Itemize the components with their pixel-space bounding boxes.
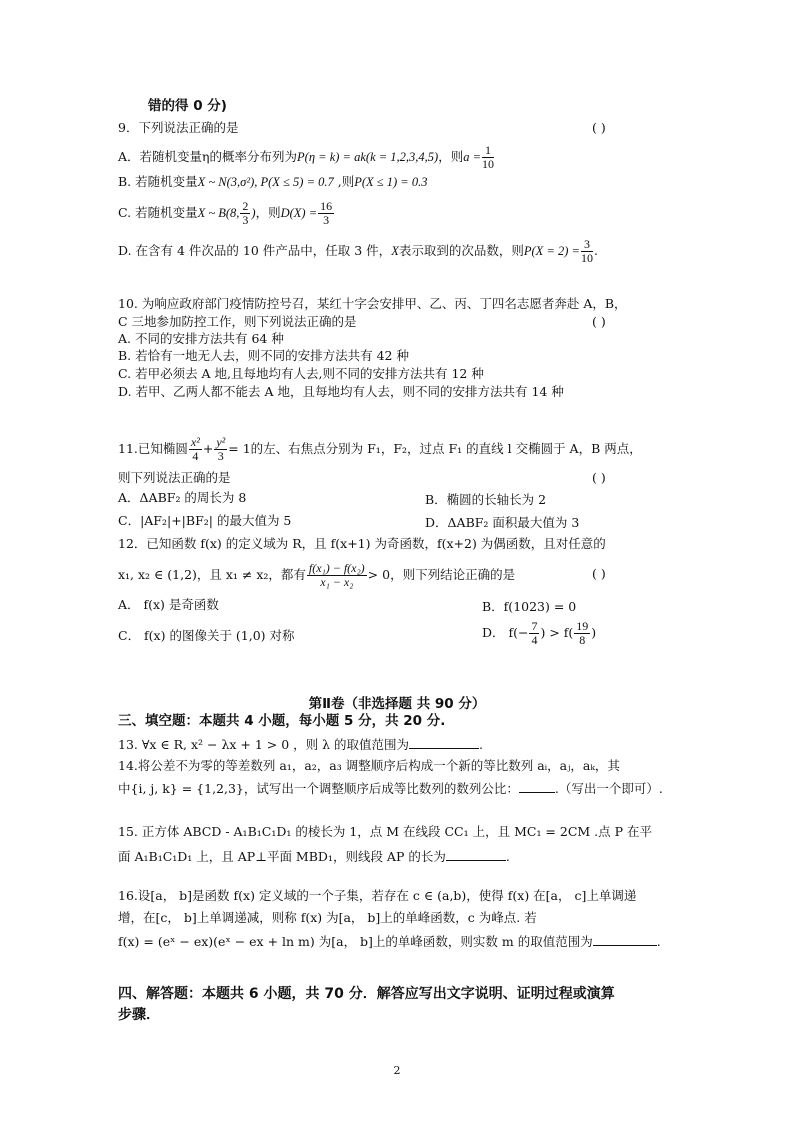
- q14-line2-post: .（写出一个即可）.: [554, 781, 663, 796]
- q9-b-formula: X ~ N(3,σ²), P(X ≤ 5) = 0.7: [197, 175, 334, 189]
- q12-option-b: B．f(1023) = 0: [482, 599, 577, 614]
- q11-option-a: A．ΔABF₂ 的周长为 8: [118, 490, 247, 505]
- q9-option-a: [118, 144, 678, 171]
- q16-line3: [118, 933, 678, 950]
- q9-option-c: [118, 200, 678, 227]
- q12-line2-post: > 0，则下列结论正确的是: [367, 567, 516, 582]
- q11-line2: 则下列说法正确的是: [118, 470, 231, 485]
- q9-c-fraction: $\frac{2}{3}$: [242, 199, 249, 227]
- q12-d-pre: D． f(−: [482, 625, 529, 640]
- q9-c-close: ): [251, 206, 256, 220]
- q14-line2: [118, 780, 678, 797]
- q12-line1: 12．已知函数 f(x) 的定义域为 R，且 f(x+1) 为奇函数，f(x+2) 为偶函数，且对任意的: [118, 536, 606, 551]
- q15-line2-post: .: [505, 849, 510, 864]
- q11-y-fraction: $\frac{\text{y²}}{3}$: [216, 435, 226, 463]
- q11-line1: 11.已知椭圆 $\frac{\text{x²}}{4}$ + $\frac{\text{y²}}{3}$ = 1的左、右焦点分别为 F₁，F₂，过点 F₁ 的直线 l 交椭圆于 A，B 两点，: [118, 435, 642, 463]
- q9-c-fraction2: $\frac{16}{3}$: [320, 199, 333, 227]
- q10-option-b: B. 若恰有一地无人去，则不同的安排方法共有 42 种: [118, 348, 409, 363]
- q9-option-d: [118, 238, 678, 265]
- q11-pre: 11.已知椭圆: [118, 441, 188, 456]
- q14-line1: 14.将公差不为零的等差数列 a₁，a₂，a₃ 调整顺序后构成一个新的等比数列 aᵢ，aⱼ，aₖ，其: [118, 758, 620, 773]
- q13-text: 13. ∀x ∈ R, x² − λx + 1 > 0 ，则 λ 的取值范围为: [118, 737, 410, 752]
- q14-answer-blank[interactable]: [519, 780, 555, 793]
- q13-answer-blank[interactable]: [409, 736, 479, 749]
- q9-a-mid: ，则: [438, 149, 464, 164]
- q9-a-lhs: a =: [463, 150, 482, 164]
- q15-line2-pre: 面 A₁B₁C₁D₁ 上，且 AP⊥平面 MBD₁，则线段 AP 的长为: [118, 849, 446, 864]
- q11-x-fraction: $\frac{\text{x²}}{4}$: [190, 435, 200, 463]
- q9-d-end: .: [593, 243, 598, 258]
- section-4-title-cont: 步骤．: [118, 1007, 160, 1023]
- q12-d-end: ): [591, 625, 597, 640]
- q15-line1: 15. 正方体 ABCD - A₁B₁C₁D₁ 的棱长为 1，点 M 在线段 CC₁ 上，且 MC₁ = 2CM .点 P 在平: [118, 824, 652, 839]
- q16-line2: 增，在[c， b]上单调递减，则称 f(x) 为[a， b]上的单峰函数，c 为峰点. 若: [118, 910, 537, 925]
- q9-c-text: C. 若随机变量: [118, 205, 198, 220]
- q15-answer-blank[interactable]: [446, 848, 506, 861]
- q9-c-lhs: D(X) =: [280, 206, 318, 220]
- q11-option-c: C．|AF₂|+|BF₂| 的最大值为 5: [118, 513, 292, 528]
- q11-paren: ( ): [592, 470, 606, 485]
- section-4-title: 四、解答题：本题共 6 小题，共 70 分．解答应写出文字说明、证明过程或演算: [118, 986, 615, 1002]
- q9-b-text: B. 若随机变量: [118, 174, 198, 189]
- q11-eq: = 1: [228, 441, 251, 456]
- q12-line2-pre: x₁, x₂ ∈ (1,2)，且 x₁ ≠ x₂，都有: [118, 567, 306, 582]
- q12-option-c: C． f(x) 的图像关于 (1,0) 对称: [118, 628, 295, 643]
- q16-line1: 16.设[a， b]是函数 f(x) 定义域的一个子集，若存在 c ∈ (a,b)，使得 f(x) 在[a， c]上单调递: [118, 888, 637, 903]
- q9-d-text2: 表示取到的次品数，则: [398, 243, 524, 258]
- q9-paren: ( ): [592, 120, 606, 135]
- q12-d-fraction1: $\frac{7}{4}$: [531, 619, 538, 647]
- q8-tail: 错的得 0 分): [148, 98, 227, 114]
- q9-b-formula2: P(X ≤ 1) = 0.3: [354, 175, 428, 189]
- q11-option-b: B．椭圆的长轴长为 2: [425, 492, 547, 507]
- q9-b-mid: ,则: [333, 174, 355, 189]
- q12-fraction: $\frac{\text{f(x₁) − f(x₂)}}{\text{x₁ − x₂}}$: [308, 561, 365, 589]
- q14-line2-pre: 中{i, j, k} = {1,2,3}，试写出一个调整顺序后成等比数列的数列公比：: [118, 781, 519, 796]
- q11-rest: 的左、右焦点分别为 F₁，F₂，过点 F₁ 的直线 l 交椭圆于 A，B 两点，: [250, 441, 642, 456]
- q12-paren: ( ): [592, 566, 606, 581]
- q9-d-fraction: $\frac{3}{10}$: [580, 237, 593, 265]
- q12-d-fraction2: $\frac{19}{8}$: [576, 619, 589, 647]
- q10-line2: C 三地参加防控工作，则下列说法正确的是: [118, 314, 357, 329]
- q16-answer-blank[interactable]: [593, 933, 657, 946]
- q16-line3-pre: f(x) = (eˣ − ex)(eˣ − ex + ln m) 为[a， b]上的单峰函数，则实数 m 的取值范围为: [118, 934, 593, 949]
- q9-d-lhs: P(X = 2) =: [523, 244, 580, 258]
- q13-end: .: [479, 737, 484, 752]
- q13: [118, 736, 678, 753]
- q15-line2: [118, 848, 678, 865]
- q10-option-a: A. 不同的安排方法共有 64 种: [118, 331, 284, 346]
- q9-d-x: X: [391, 244, 399, 258]
- q9-a-text: A．若随机变量η的概率分布列为: [118, 149, 298, 164]
- q10-line1: 10. 为响应政府部门疫情防控号召，某红十字会安排甲、乙、丙、丁四名志愿者奔赴 A，B，: [118, 296, 627, 311]
- section-3-title: 三、填空题：本题共 4 小题，每小题 5 分，共 20 分.: [118, 713, 446, 729]
- q12-option-d: [482, 620, 596, 647]
- q16-line3-post: .: [656, 934, 661, 949]
- q9-a-formula: P(η = k) = ak(k = 1,2,3,4,5): [297, 150, 439, 164]
- q10-paren: ( ): [592, 314, 606, 329]
- q12-d-mid: ) > f(: [540, 625, 574, 640]
- q12-option-a: A． f(x) 是奇函数: [118, 597, 219, 612]
- q9-option-b: [118, 174, 678, 190]
- q10-option-d: D. 若甲、乙两人都不能去 A 地，且每地均有人去，则不同的安排方法共有 14 种: [118, 384, 564, 399]
- q11-option-d: D．ΔABF₂ 面积最大值为 3: [425, 515, 580, 530]
- page-number: 2: [393, 1064, 401, 1077]
- section-2-title: 第Ⅱ卷（非选择题 共 90 分）: [308, 696, 486, 712]
- q9-c-mid: ，则: [255, 205, 281, 220]
- q10-option-c: C. 若甲必须去 A 地,且每地均有人去,则不同的安排方法共有 12 种: [118, 366, 484, 381]
- q9-stem: 9．下列说法正确的是: [118, 120, 239, 135]
- q9-d-text: D. 在含有 4 件次品的 10 件产品中，任取 3 件，: [118, 243, 392, 258]
- q9-c-formula: X ~ B(8,: [197, 206, 240, 220]
- q9-a-fraction: $\frac{1}{10}$: [482, 143, 495, 171]
